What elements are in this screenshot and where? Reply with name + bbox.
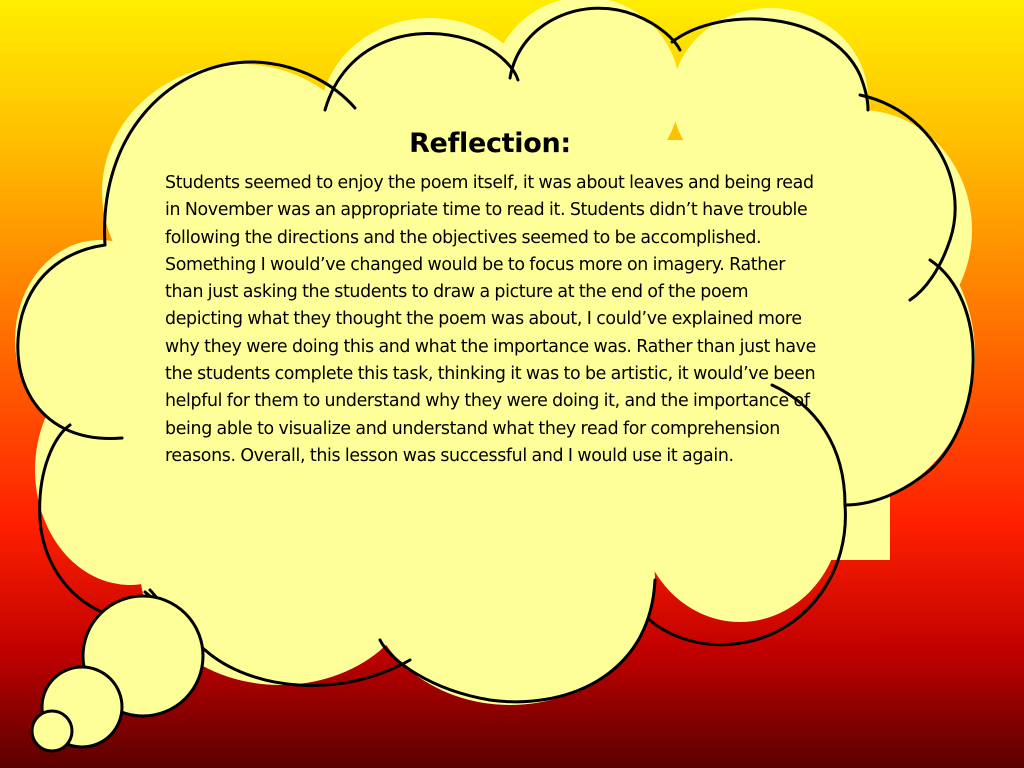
reflection-body-text: Students seemed to enjoy the poem itself, it was about leaves and being read in November was an appropriate time to read it. Students didn’t have trouble following the directions and the objectives seemed to be accomplished. Something I would’ve changed would be to focus more on imagery. Rather than just asking the students to draw a picture at the end of the poem depicting what they thought the poem was about, I could’ve explained more why they were doing this and what the importance was. Rather than just have the students complete this task, thinking it was to be artistic, it would’ve been helpful for them to understand why they were doing it, and the importance of being able to visualize and understand what they read for comprehension reasons. Overall, this lesson was successful and I would use it again. [165,173,816,466]
thought-bubble-circles [32,596,203,751]
slide-title: Reflection: [409,128,571,159]
